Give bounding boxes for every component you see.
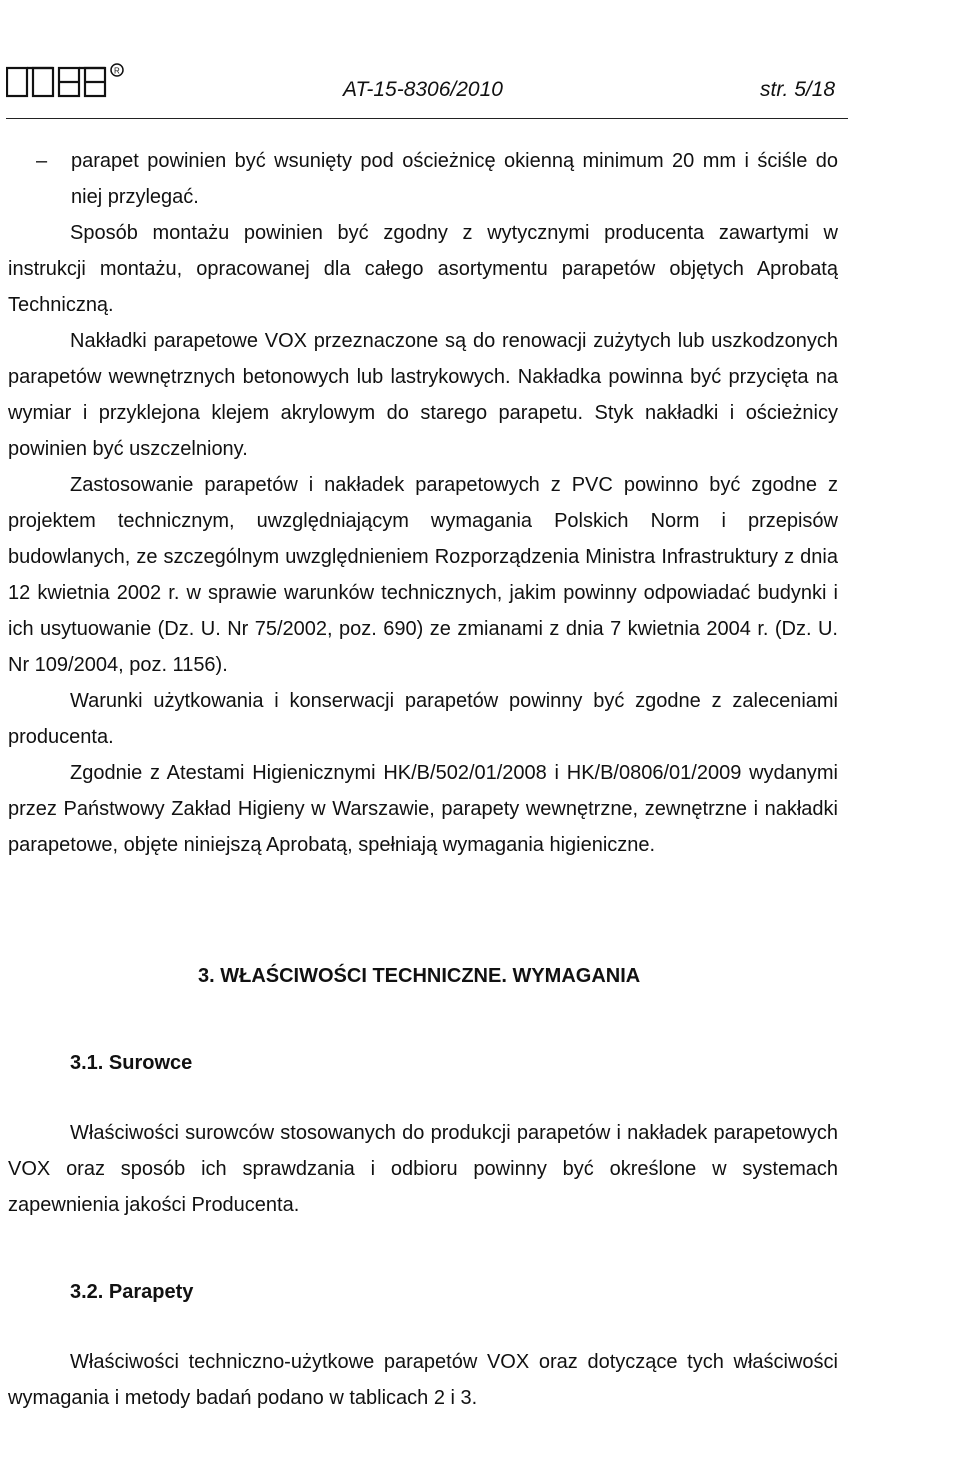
dash-bullet: –: [36, 150, 48, 172]
paragraph-installation: Sposób montażu powinien być zgodny z wytycznymi producenta zawartymi w instrukcji montażu, opracowanej dla całego asortymentu parapetów objętych Aprobatą Techniczną.: [8, 222, 838, 316]
paragraph-hygiene: Zgodnie z Atestami Higienicznymi HK/B/502/01/2008 i HK/B/0806/01/2009 wydanymi przez Państwowy Zakład Higieny w Warszawie, parapety wewnętrzne, zewnętrzne i nakładki parapetowe, objęte niniejszą Aprobatą, spełniają wymagania higieniczne.: [8, 762, 838, 856]
page-number: str. 5/18: [760, 78, 836, 101]
page-header: [0, 50, 960, 122]
section-3-2-heading: 3.2. Parapety: [70, 1281, 194, 1303]
paragraph-overlays: Nakładki parapetowe VOX przeznaczone są do renowacji zużytych lub uszkodzonych parapetów wewnętrznych betonowych lub lastrykowych. Nakładka powinna być przycięta na wymiar i przyklejona klejem akrylowym do starego parapetu. Styk nakładki i ościeżnicy powinien być uszczelniony.: [8, 330, 838, 460]
document-number: AT-15-8306/2010: [343, 78, 503, 101]
section-3-heading: 3. WŁAŚCIWOŚCI TECHNICZNE. WYMAGANIA: [198, 965, 641, 987]
itb-logo: [6, 62, 126, 98]
header-divider: [6, 118, 848, 119]
list-item-text: parapet powinien być wsunięty pod ościeżnicę okienną minimum 20 mm i ściśle do niej przylegać.: [71, 150, 838, 208]
section-3-1-heading: 3.1. Surowce: [70, 1052, 193, 1074]
document-body: [8, 143, 838, 1416]
paragraph-maintenance: Warunki użytkowania i konserwacji parapetów powinny być zgodne z zaleceniami producenta.: [8, 690, 838, 748]
paragraph-application: Zastosowanie parapetów i nakładek parapetowych z PVC powinno być zgodne z projektem technicznym, uwzględniającym wymagania Polskich Norm i przepisów budowlanych, ze szczególnym uwzględnieniem Rozporządzenia Ministra Infrastruktury z dnia 12 kwietnia 2002 r. w sprawie warunków technicznych, jakim powinny odpowiadać budynki i ich usytuowanie (Dz. U. Nr 75/2002, poz. 690) ze zmianami z dnia 7 kwietnia 2004 r. (Dz. U. Nr 109/2004, poz. 1156).: [8, 474, 838, 676]
paragraph-raw-materials: Właściwości surowców stosowanych do produkcji parapetów i nakładek parapetowych VOX oraz sposób ich sprawdzania i odbioru powinny być określone w systemach zapewnienia jakości Producenta.: [8, 1122, 838, 1216]
paragraph-sills: Właściwości techniczno-użytkowe parapetów VOX oraz dotyczące tych właściwości wymagania i metody badań podano w tablicach 2 i 3.: [8, 1351, 838, 1409]
list-item: [8, 143, 838, 215]
svg-text:R: R: [114, 66, 120, 76]
